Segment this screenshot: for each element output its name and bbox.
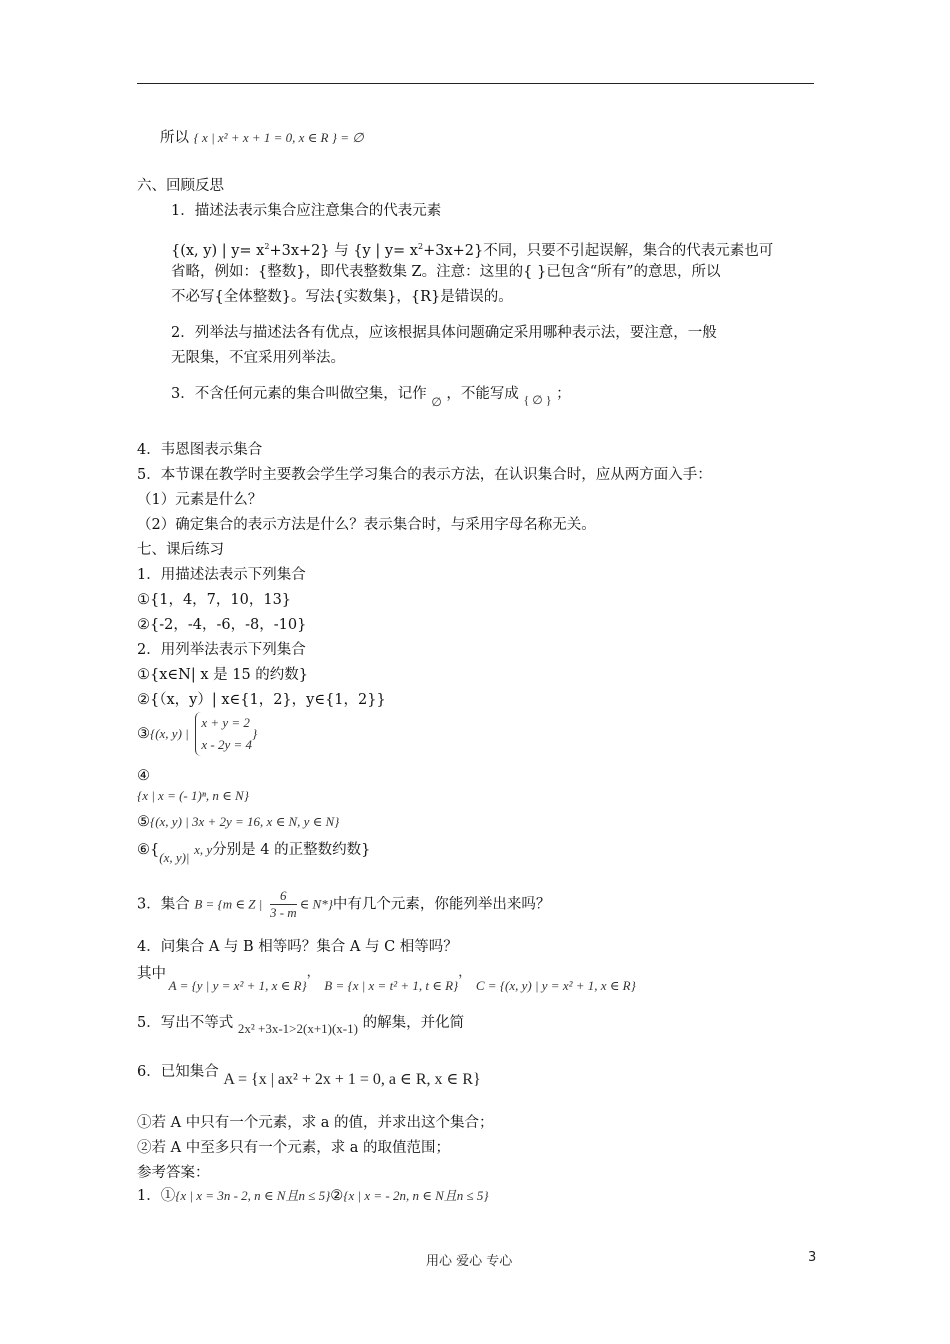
line: （2）确定集合的表示方法是什么？表示集合时，与采用字母名称无关。 xyxy=(137,517,596,533)
math: ∈ N*} xyxy=(299,896,333,912)
line: （1）元素是什么？ xyxy=(137,492,263,508)
text: 的解集，并化简 xyxy=(362,1015,465,1031)
page-number: 3 xyxy=(808,1250,817,1265)
line: 1．描述法表示集合应注意集合的代表元素 xyxy=(171,203,442,219)
line: 省略，例如：{整数}，即代表整数集 Z。注意：这里的{ }已包含“所有”的意思，所以 xyxy=(171,264,721,280)
math: {(x, y) | xyxy=(150,726,189,741)
text: ⑥{ xyxy=(137,842,160,858)
line: ①{1，4，7，10，13} xyxy=(137,592,292,608)
text: 5．写出不等式 xyxy=(137,1015,234,1031)
line: 4．问集合 A 与 B 相等吗？集合 A 与 C 相等吗？ xyxy=(137,939,458,955)
text: 3．集合 xyxy=(137,896,190,913)
header-rule xyxy=(137,83,814,84)
math: A = {y | y = x² + 1, x ∈ R} xyxy=(168,978,307,993)
line xyxy=(171,237,773,261)
sup: 2 xyxy=(264,242,270,251)
text: +3x+2} 与 {y | y= x xyxy=(269,243,418,259)
text: 6．已知集合 xyxy=(137,1064,219,1080)
section-heading-exercises: 七、课后练习 xyxy=(137,542,224,558)
numerator: 6 xyxy=(270,888,297,905)
line-conclusion xyxy=(160,128,364,148)
math: A = {x | ax² + 2x + 1 = 0, a ∈ R, x ∈ R} xyxy=(223,1071,481,1088)
math: {x | x = (- 1)ⁿ, n ∈ N} xyxy=(137,788,249,803)
line-question-3 xyxy=(137,888,550,921)
line-sets-abc: 其中 A = {y | y = x² + 1, x ∈ R}， B = {x | x = t² + 1, t ∈ R}， C = {(x, y) | y = x² + 1, x ∈ R} xyxy=(137,964,636,993)
line: ①若 A 中只有一个元素，求 a 的值，并求出这个集合； xyxy=(137,1115,494,1131)
sup: 2 xyxy=(417,242,424,251)
text: ，不能写成 xyxy=(446,386,519,402)
line xyxy=(137,1013,464,1039)
math: x, y xyxy=(194,842,213,857)
line: 不必写{全体整数}。写法{实数集}，{R}是错误的。 xyxy=(171,289,513,305)
line: 2．用列举法表示下列集合 xyxy=(137,642,306,658)
line: ②{-2，-4，-6，-8，-10} xyxy=(137,617,307,633)
text: {(x, y) | y= x xyxy=(171,243,265,259)
text: 1．① xyxy=(137,1188,176,1204)
line xyxy=(137,812,339,832)
text: ③ xyxy=(137,726,150,742)
line-answers xyxy=(137,1186,489,1206)
footer-motto: 用心 爱心 专心 xyxy=(426,1254,513,1269)
text: 3．不含任何元素的集合叫做空集，记作 xyxy=(171,386,427,402)
line: 5．本节课在教学时主要教会学生学习集合的表示方法，在认识集合时，应从两方面入手： xyxy=(137,467,712,483)
line: 2．列举法与描述法各有优点，应该根据具体问题确定采用哪种表示法，要注意，一般 xyxy=(171,325,717,341)
math: {x | x = 3n - 2, n ∈ N且n ≤ 5} xyxy=(175,1188,331,1203)
denominator: 3 - m xyxy=(269,905,297,920)
text: +3x+2}不同，只要不引起误解，集合的代表元素也可 xyxy=(423,243,774,259)
math: B = {x | x = t² + 1, t ∈ R} xyxy=(324,978,459,993)
text: 分别是 4 的正整数约数} xyxy=(212,842,371,858)
line: 1．用描述法表示下列集合 xyxy=(137,567,306,583)
math: {(x, y) | 3x + 2y = 16, x ∈ N, y ∈ N} xyxy=(150,814,340,829)
fraction xyxy=(270,888,297,921)
text: ④ xyxy=(137,768,150,784)
math: {x | x = - 2n, n ∈ N且n ≤ 5} xyxy=(343,1188,489,1203)
math: C = {(x, y) | y = x² + 1, x ∈ R} xyxy=(475,978,636,993)
math: { x | x² + x + 1 = 0, x ∈ R } = ∅ xyxy=(193,130,364,145)
line: ②{（x，y）| x∈{1，2}，y∈{1，2}} xyxy=(137,692,386,708)
line-system xyxy=(137,712,257,756)
equation: x - 2y = 4 xyxy=(201,737,252,752)
line: 参考答案： xyxy=(137,1165,210,1181)
empty-set-symbol: ∅ xyxy=(431,395,442,409)
line xyxy=(137,840,370,868)
math: (x, y)| xyxy=(159,850,190,865)
set-of-empty-symbol: { ∅ } xyxy=(523,393,552,407)
equation-system xyxy=(195,712,252,756)
math: B = {m ∈ Z | xyxy=(194,896,263,912)
line: ①{x∈N| x 是 15 的约数} xyxy=(137,667,308,683)
line: ②若 A 中至多只有一个元素，求 a 的取值范围； xyxy=(137,1140,451,1156)
line: 4．韦恩图表示集合 xyxy=(137,442,263,458)
section-heading-review: 六、回顾反思 xyxy=(137,178,224,194)
line-empty-set xyxy=(171,384,571,412)
text: 中有几个元素，你能列举出来吗？ xyxy=(332,896,551,913)
text: 其中 xyxy=(137,966,166,982)
math: } xyxy=(252,726,258,741)
line xyxy=(137,1062,481,1090)
text: ； xyxy=(556,386,571,402)
math: 2x² +3x-1>2(x+1)(x-1) xyxy=(237,1021,358,1036)
line: 无限集，不宜采用列举法。 xyxy=(171,350,345,366)
line xyxy=(137,766,249,806)
text: 所以 xyxy=(160,130,189,146)
equation: x + y = 2 xyxy=(201,715,250,730)
text: ⑤ xyxy=(137,814,150,830)
text: ② xyxy=(330,1188,344,1204)
